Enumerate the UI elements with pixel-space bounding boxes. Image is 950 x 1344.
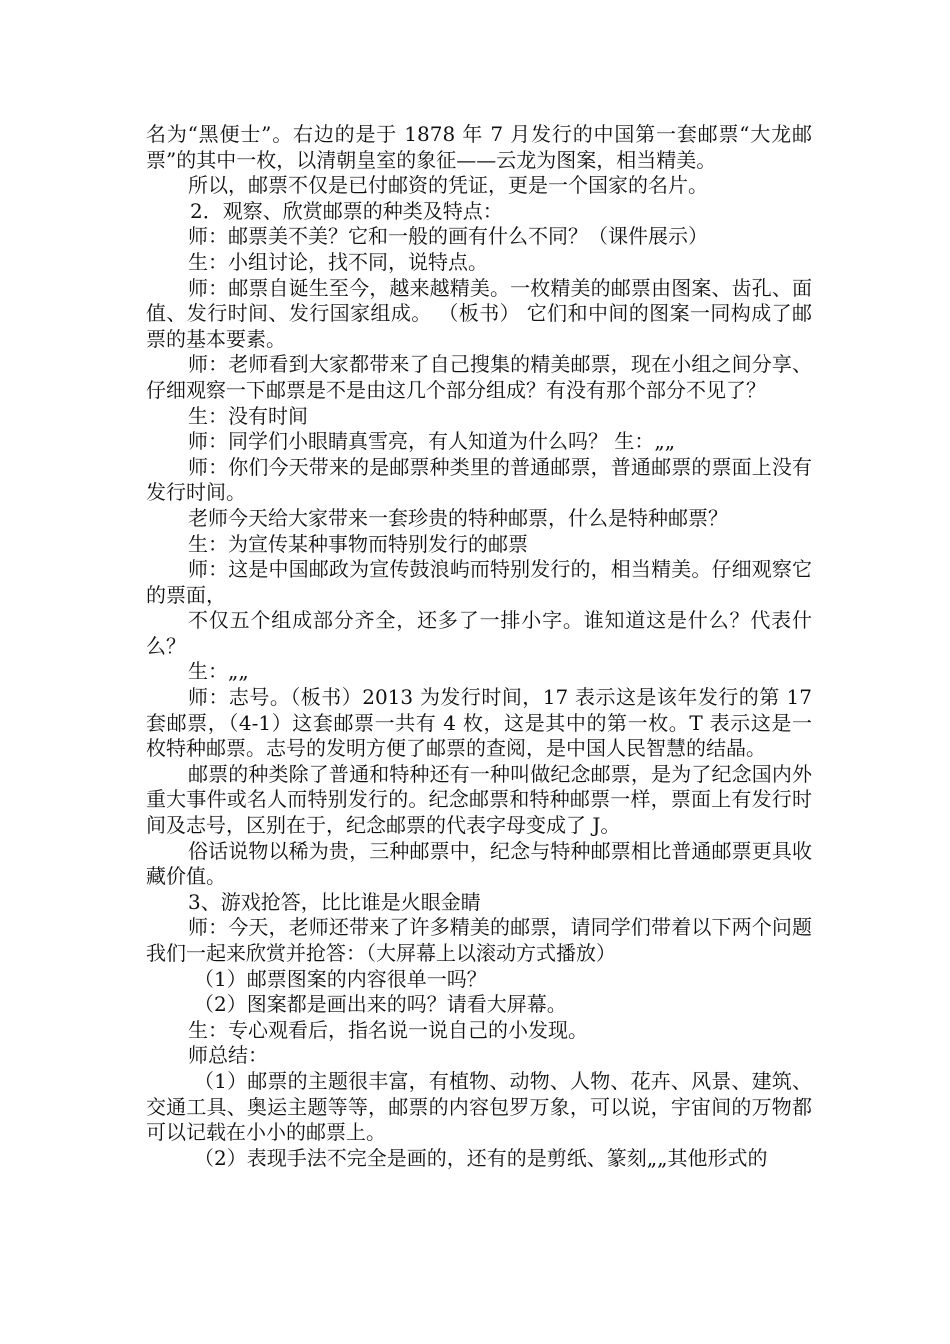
teacher-summary-heading: 师总结： xyxy=(188,1043,268,1068)
section-heading: 2．观察、欣赏邮票的种类及特点： xyxy=(190,198,503,223)
document-body xyxy=(146,122,812,1171)
student-line: 生：„„ xyxy=(188,659,249,684)
paragraph: 老师今天给大家带来一套珍贵的特种邮票，什么是特种邮票？ xyxy=(188,505,728,530)
paragraph: 所以，邮票不仅是已付邮资的凭证，更是一个国家的名片。 xyxy=(188,173,708,198)
question-item: （1）邮票图案的内容很单一吗？ xyxy=(194,966,487,991)
student-line: 生：专心观看后，指名说一说自己的小发现。 xyxy=(188,1017,588,1042)
teacher-line: 师：老师看到大家都带来了自己搜集的精美邮票，现在小组之间分享、仔细观察一下邮票是不是由这几个部分组成？有没有那个部分不见了？ xyxy=(146,352,812,402)
teacher-line: 师：志号。（板书）2013 为发行时间，17 表示这是该年发行的第 17 套邮票，（4-1）这套邮票一共有 4 枚，这是其中的第一枚。T 表示这是一枚特种邮票。志号的发明方便了邮票的查阅，是中国人民智慧的结晶。 xyxy=(146,685,812,761)
paragraph: 邮票的种类除了普通和特种还有一种叫做纪念邮票，是为了纪念国内外重大事件或名人而特别发行的。纪念邮票和特种邮票一样，票面上有发行时间及志号，区别在于，纪念邮票的代表字母变成了 J。 xyxy=(146,761,812,838)
teacher-line: 师：今天，老师还带来了许多精美的邮票，请同学们带着以下两个问题我们一起来欣赏并抢答：（大屏幕上以滚动方式播放） xyxy=(146,915,812,965)
teacher-line: 师：同学们小眼睛真雪亮，有人知道为什么吗？ 生：„„ xyxy=(188,429,676,454)
student-line: 生：没有时间 xyxy=(188,403,308,428)
teacher-line: 师：这是中国邮政为宣传鼓浪屿而特别发行的，相当精美。仔细观察它的票面， xyxy=(146,557,812,607)
student-line: 生：为宣传某种事物而特别发行的邮票 xyxy=(188,531,528,556)
teacher-line: 师：你们今天带来的是邮票种类里的普通邮票，普通邮票的票面上没有发行时间。 xyxy=(146,454,812,505)
paragraph: 不仅五个组成部分齐全，还多了一排小字。谁知道这是什么？代表什么？ xyxy=(146,608,812,658)
paragraph: 名为“黑便士”。右边的是于 1878 年 7 月发行的中国第一套邮票“大龙邮票”的其中一枚，以清朝皇室的象征——云龙为图案，相当精美。 xyxy=(146,122,812,172)
question-item: （2）图案都是画出来的吗？请看大屏幕。 xyxy=(194,992,567,1017)
paragraph: 俗话说物以稀为贵，三种邮票中，纪念与特种邮票相比普通邮票更具收藏价值。 xyxy=(146,838,812,889)
teacher-line: 师：邮票美不美？它和一般的画有什么不同？（课件展示） xyxy=(188,224,708,249)
section-heading: 3、游戏抢答，比比谁是火眼金睛 xyxy=(188,889,481,914)
student-line: 生：小组讨论，找不同，说特点。 xyxy=(188,249,488,274)
summary-item: （2）表现手法不完全是画的，还有的是剪纸、篆刻„„其他形式的 xyxy=(194,1145,768,1170)
summary-item: （1）邮票的主题很丰富，有植物、动物、人物、花卉、风景、建筑、交通工具、奥运主题等等，邮票的内容包罗万象，可以说，宇宙间的万物都可以记载在小小的邮票上。 xyxy=(146,1068,812,1145)
teacher-line: 师：邮票自诞生至今，越来越精美。一枚精美的邮票由图案、齿孔、面值、发行时间、发行国家组成。 （板书） 它们和中间的图案一同构成了邮票的基本要素。 xyxy=(146,275,812,351)
